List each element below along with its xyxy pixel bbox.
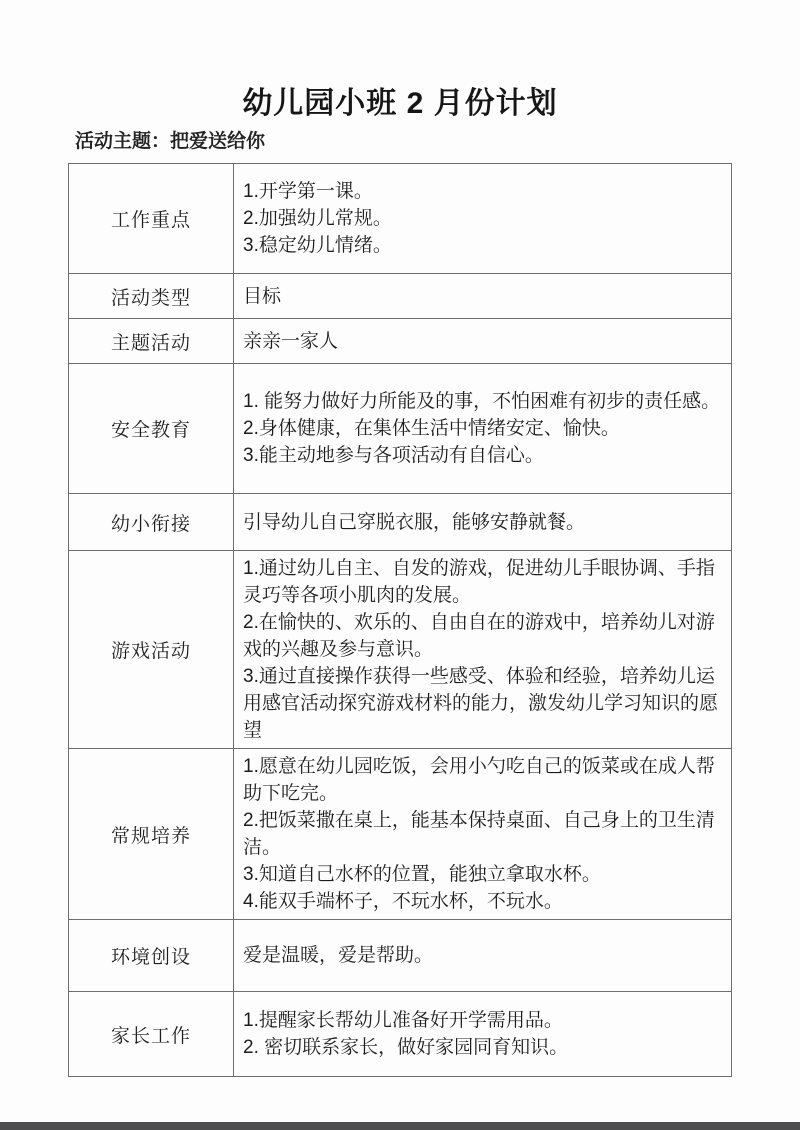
table-row — [69, 494, 732, 551]
table-row — [69, 364, 732, 494]
content-line: 2.加强幼儿常规。 — [243, 208, 392, 229]
row-label: 主题活动 — [69, 319, 234, 364]
content-line: 3.能主动地参与各项活动有自信心。 — [243, 445, 544, 466]
content-line: 亲亲一家人 — [243, 330, 339, 352]
document-title: 幼儿园小班 2 月份计划 — [242, 87, 558, 120]
content-line: 目标 — [243, 285, 282, 307]
content-line: 1.愿意在幼儿园吃饭，会用小勺吃自己的饭菜或在成人帮助下吃完。 — [243, 756, 715, 804]
row-content — [234, 551, 732, 749]
table-row — [69, 319, 732, 364]
table-row — [69, 551, 732, 749]
content-line: 2.在愉快的、欢乐的、自由自在的游戏中，培养幼儿对游戏的兴趣及参与意识。 — [243, 612, 715, 660]
row-content — [234, 494, 732, 551]
content-line: 引导幼儿自己穿脱衣服，能够安静就餐。 — [243, 511, 586, 533]
table-row — [69, 992, 732, 1077]
table-row — [69, 749, 732, 920]
row-label: 幼小衔接 — [69, 494, 234, 551]
row-label: 游戏活动 — [69, 551, 234, 749]
content-line: 2.身体健康，在集体生活中情绪安定、愉快。 — [243, 418, 620, 439]
content-line: 2.把饭菜撒在桌上，能基本保持桌面、自己身上的卫生清洁。 — [243, 810, 715, 858]
content-line: 1.通过幼儿自主、自发的游戏，促进幼儿手眼协调、手指灵巧等各项小肌肉的发展。 — [243, 558, 715, 606]
row-label: 常规培养 — [69, 749, 234, 920]
content-line: 1.开学第一课。 — [243, 181, 373, 202]
row-label: 活动类型 — [69, 274, 234, 319]
row-label: 家长工作 — [69, 992, 234, 1077]
row-content — [234, 274, 732, 319]
activity-theme-label: 活动主题：把爱送给你 — [75, 131, 266, 152]
plan-table — [68, 163, 732, 1077]
content-line: 4.能双手端杯子，不玩水杯，不玩水。 — [243, 891, 563, 912]
content-line: 2. 密切联系家长，做好家园同育知识。 — [243, 1037, 569, 1058]
content-line: 3.通过直接操作获得一些感受、体验和经验，培养幼儿运用感官活动探究游戏材料的能力，激发幼儿学习知识的愿望 — [243, 666, 719, 741]
photo-edge-bar — [0, 1122, 800, 1130]
row-content — [234, 319, 732, 364]
row-label: 安全教育 — [69, 364, 234, 494]
content-line: 3.稳定幼儿情绪。 — [243, 235, 392, 256]
row-content — [234, 164, 732, 274]
row-content — [234, 364, 732, 494]
table-row — [69, 164, 732, 274]
table-row — [69, 920, 732, 992]
row-label: 环境创设 — [69, 920, 234, 992]
content-line: 1.提醒家长帮幼儿准备好开学需用品。 — [243, 1010, 563, 1031]
row-content — [234, 992, 732, 1077]
content-line: 爱是温暖，爱是帮助。 — [243, 945, 434, 966]
content-line: 1. 能努力做好力所能及的事，不怕困难有初步的责任感。 — [243, 391, 721, 412]
row-label: 工作重点 — [69, 164, 234, 274]
table-row — [69, 274, 732, 319]
content-line: 3.知道自己水杯的位置，能独立拿取水杯。 — [243, 864, 601, 885]
row-content — [234, 920, 732, 992]
row-content — [234, 749, 732, 920]
